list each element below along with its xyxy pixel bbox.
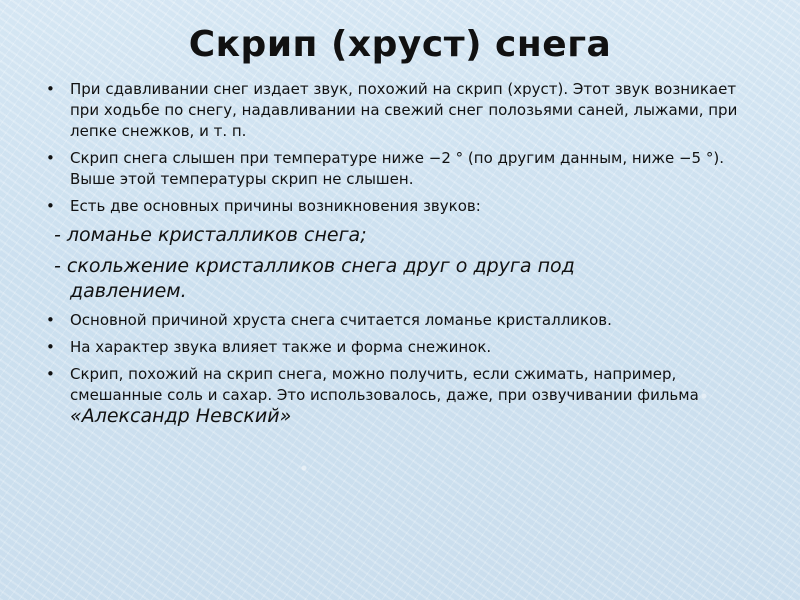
bullet-item <box>44 337 764 358</box>
bullet-text: Основной причиной хруста снега считается ломанье кристалликов. <box>70 311 612 329</box>
bullet-text: При сдавливании снег издает звук, похожий на скрип (хруст). Этот звук возникает при ходьбе по снегу, надавливании на свежий снег полозьями саней, лыжами, при лепке снежков, и т. п. <box>70 80 738 140</box>
bullet-icon: • <box>46 80 55 98</box>
sub-item-text-line1: - скольжение кристалликов снега друг о друга под <box>54 255 575 277</box>
bullet-icon: • <box>46 311 55 329</box>
film-title: «Александр Невский» <box>70 405 292 427</box>
bullet-text: Есть две основных причины возникновения звуков: <box>70 197 481 215</box>
sub-item-text-line2: давлением. <box>70 280 187 302</box>
bullet-text: На характер звука влияет также и форма снежинок. <box>70 338 492 356</box>
sub-item-cause-sliding <box>44 254 764 304</box>
bullet-icon: • <box>46 149 55 167</box>
bullet-text: Скрип снега слышен при температуре ниже −2 ° (по другим данным, ниже −5 °). Выше этой температуры скрип не слышен. <box>70 149 724 188</box>
bullet-item <box>44 310 764 331</box>
bullet-item <box>44 79 764 142</box>
bullet-icon: • <box>46 197 55 215</box>
bullet-icon: • <box>46 365 55 383</box>
bullet-item <box>44 364 764 428</box>
slide-title: Скрип (хруст) снега <box>188 24 612 65</box>
bullet-icon: • <box>46 338 55 356</box>
bullet-item <box>44 148 764 190</box>
bullet-item <box>44 196 764 217</box>
bullet-text: Скрип, похожий на скрип снега, можно получить, если сжимать, например, смешанные соль и сахар. Это использовалось, даже, при озвучивании фильма <box>70 365 699 404</box>
sub-item-cause-breaking: - ломанье кристалликов снега; <box>54 224 367 246</box>
slide-content <box>44 79 764 434</box>
